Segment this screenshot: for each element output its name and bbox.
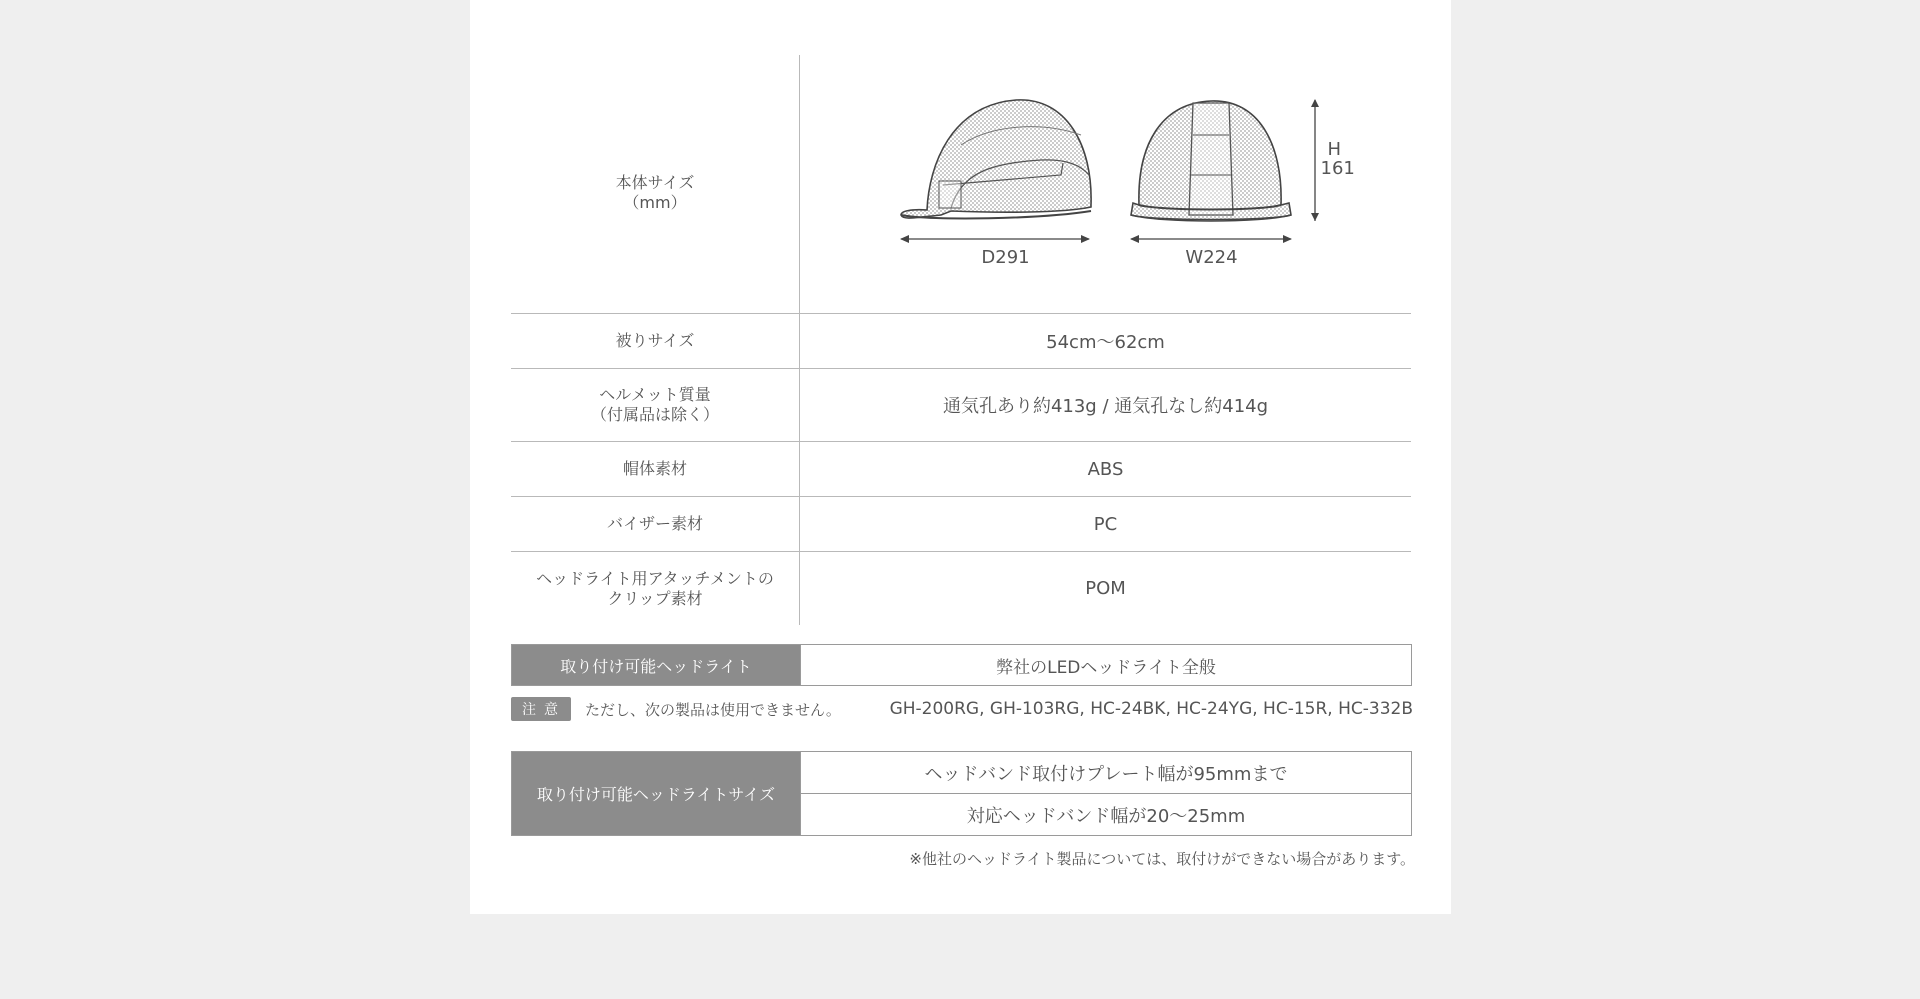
visor-label: バイザー素材 bbox=[511, 497, 800, 551]
dim-width-label: W224 bbox=[1185, 247, 1238, 268]
headlight-plate-width: ヘッドバンド取付けプレート幅が95mmまで bbox=[924, 763, 1288, 785]
spec-row-clip bbox=[511, 551, 1411, 625]
mass-label: ヘルメット質量 bbox=[599, 385, 711, 404]
height-dimension-line bbox=[1311, 99, 1319, 221]
spec-row-mass bbox=[511, 368, 1411, 441]
mass-label-note: （付属品は除く） bbox=[590, 405, 719, 424]
spec-value bbox=[800, 55, 1411, 313]
width-dimension-line bbox=[1130, 235, 1292, 243]
headband-width: 対応ヘッドバンド幅が20〜25mm bbox=[801, 793, 1411, 835]
spec-row-body-size bbox=[511, 55, 1411, 313]
headlight-size-row bbox=[511, 751, 1412, 836]
spec-row-visor bbox=[511, 496, 1411, 551]
fit-size-label: 被りサイズ bbox=[511, 314, 800, 368]
caution-note bbox=[511, 697, 1413, 721]
clip-value: POM bbox=[1085, 578, 1126, 599]
spec-row-shell bbox=[511, 441, 1411, 496]
dim-height-label: H bbox=[1327, 139, 1342, 160]
spec-label bbox=[511, 55, 800, 313]
helmet-side-view-icon bbox=[901, 100, 1091, 219]
dim-height-value: 161 bbox=[1320, 158, 1355, 179]
attachable-headlight-value: 弊社のLEDヘッドライト全般 bbox=[800, 645, 1411, 685]
caution-badge: 注意 bbox=[511, 697, 571, 721]
body-size-unit: （mm） bbox=[623, 193, 687, 212]
spec-table bbox=[511, 55, 1411, 625]
caution-text: ただし、次の製品は使用できません。 bbox=[585, 700, 841, 719]
spec-panel bbox=[470, 0, 1451, 914]
shell-value: ABS bbox=[1087, 458, 1124, 480]
helmet-drawing bbox=[801, 55, 1411, 313]
headlight-size-values bbox=[800, 752, 1411, 835]
excluded-models: GH-200RG, GH-103RG, HC-24BK, HC-24YG, HC-15R, HC-332B bbox=[889, 699, 1413, 719]
visor-value: PC bbox=[1093, 513, 1118, 535]
footnote: ※他社のヘッドライト製品については、取付けができない場合があります。 bbox=[909, 850, 1415, 868]
spec-row-fit-size bbox=[511, 313, 1411, 368]
headlight-size-label: 取り付け可能ヘッドライトサイズ bbox=[512, 752, 800, 835]
spec-label bbox=[511, 552, 800, 625]
dim-depth-label: D291 bbox=[981, 247, 1030, 268]
helmet-dimension-diagram bbox=[801, 55, 1411, 313]
mass-value: 通気孔あり約413g / 通気孔なし約414g bbox=[942, 396, 1269, 417]
depth-dimension-line bbox=[900, 235, 1090, 243]
fit-size-value: 54cm〜62cm bbox=[1046, 332, 1165, 353]
attachable-headlight-label: 取り付け可能ヘッドライト bbox=[512, 645, 800, 685]
shell-label: 帽体素材 bbox=[511, 442, 800, 496]
helmet-front-view-icon bbox=[1131, 101, 1291, 221]
attachable-headlight-row bbox=[511, 644, 1412, 686]
clip-label: ヘッドライト用アタッチメントの bbox=[536, 568, 774, 588]
body-size-label: 本体サイズ bbox=[615, 173, 695, 192]
spec-label bbox=[511, 369, 800, 441]
clip-label-cont: クリップ素材 bbox=[607, 588, 703, 608]
